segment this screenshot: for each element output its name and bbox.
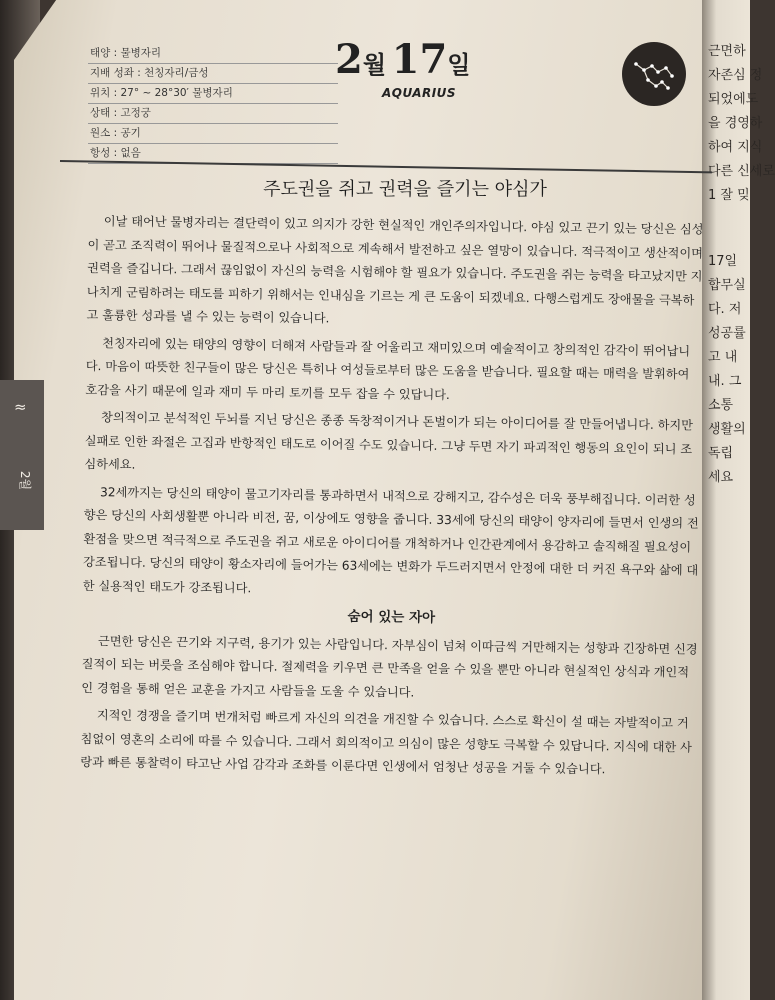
date-month-unit: 월 (362, 50, 387, 79)
page-date (335, 36, 470, 83)
section-subtitle: 숨어 있는 자아 (347, 608, 436, 626)
facing-text: 고 내 (708, 350, 738, 365)
aquarius-symbol-icon: ≈ (14, 398, 27, 416)
info-ruler: 지배 성좌 : 천칭자리/금성 (88, 64, 338, 84)
facing-text: 다. 저 (708, 302, 742, 317)
facing-text: 되었에도 (708, 92, 759, 107)
thumb-month-label: 2월 (18, 470, 33, 491)
info-position: 위치 : 27° ~ 28°30′ 물병자리 (88, 84, 338, 104)
facing-text: 1 잘 밎 (708, 188, 750, 203)
title-text: 주도권을 쥐고 권력을 즐기는 야심가 (263, 179, 547, 200)
facing-text: 합무실 (708, 278, 746, 293)
constellation-emblem-icon (622, 42, 686, 106)
info-mode: 상태 : 고정궁 (88, 104, 338, 124)
date-day: 17 (391, 36, 448, 83)
info-star: 항성 : 없음 (88, 144, 338, 164)
zodiac-name: AQUARIUS (382, 86, 457, 100)
facing-text: 근면하 (708, 44, 746, 59)
facing-text: 을 경영하 (708, 116, 763, 131)
date-month: 2 (335, 36, 363, 83)
page-title (0, 175, 750, 201)
astro-info-table (88, 44, 338, 164)
facing-text: 17일 (708, 254, 738, 269)
facing-text: 자존심 정 (708, 68, 763, 83)
paragraph: 이날 태어난 물병자리는 결단력이 있고 의지가 강한 현실적인 개인주의자입니다. 야심 있고 끈기 있는 당신은 심성이 곧고 조직력이 뛰어나 물질적으로나 사회적으로 계속해서 발전하고 싶은 열망이 있습니다. 적극적이고 생산적이며 권력을 즐깁니다. 그래서 끊임없이 자신의 능력을 시험해야 할 필요가 있습니다. 주도권을 쥐는 능력을 타고났지만 지나치게 군림하려는 태도를 피하기 위해서는 인내심을 기르는 게 큰 도움이 되겠네요. 다행스럽게도 장애물을 극복하고 훌륭한 성과를 낼 수 있는 능력이 있습니다. (86, 214, 704, 326)
constellation-lines-icon (622, 42, 686, 106)
month-thumb-tab (0, 380, 44, 530)
facing-text: 독립 (708, 446, 734, 461)
facing-text: 생활의 (708, 422, 746, 437)
info-sun: 태양 : 물병자리 (88, 44, 338, 64)
body-text (80, 210, 706, 787)
facing-text: 하여 지식 (708, 140, 763, 155)
facing-text: 소통 (708, 398, 734, 413)
facing-text: 세요 (708, 470, 734, 485)
facing-text: 성공률 (708, 326, 746, 341)
info-element: 원소 : 공기 (88, 124, 338, 144)
paragraph: 천칭자리에 있는 태양의 영향이 더해져 사람들과 잘 어울리고 재미있으며 예술적이고 창의적인 감각이 뛰어납니다. 마음이 따뜻한 친구들이 많은 당신은 특히나 여성들로부터 많은 도움을 받습니다. 필요할 때는 매력을 발휘하여 호감을 사기 때문에 일과 재미 두 마리 토끼를 모두 잡을 수 있답니다. (85, 335, 691, 402)
paragraph: 근면한 당신은 끈기와 지구력, 용기가 있는 사람입니다. 자부심이 넘쳐 이따금씩 거만해지는 성향과 긴장하면 신경질적이 되는 버릇을 조심해야 합니다. 절제력을 키우면 큰 만족을 얻을 수 있을 뿐만 아니라 현실적인 상식과 개인적인 경험을 통해 얻은 교훈을 가지고 사람들을 도울 수 있습니다. (81, 633, 698, 700)
paragraph: 창의적이고 분석적인 두뇌를 지닌 당신은 종종 독창적이거나 돈벌이가 되는 아이디어를 잘 만들어냅니다. 하지만 실패로 인한 좌절은 고집과 반항적인 태도로 이어질 수도 있습니다. 그냥 두면 자기 파괴적인 행동의 요인이 되니 조심하세요. (84, 410, 694, 472)
facing-text: 내. 그 (708, 374, 742, 389)
date-day-unit: 일 (447, 50, 471, 79)
facing-text: 다른 신세로 (708, 164, 775, 179)
paragraph: 지적인 경쟁을 즐기며 번개처럼 빠르게 자신의 의견을 개진할 수 있습니다. 스스로 확신이 설 때는 자발적이고 거침없이 영혼의 소리에 따를 수 있습니다. 그래서 회의적이고 의심이 많은 성향도 극복할 수 있답니다. 지식에 대한 사랑과 빠른 통찰력이 타고난 사업 감각과 조화를 이룬다면 인생에서 엄청난 성공을 거둘 수 있습니다. (80, 708, 692, 777)
paragraph: 32세까지는 당신의 태양이 물고기자리를 통과하면서 내적으로 강해지고, 감수성은 더욱 풍부해집니다. 이러한 성향은 당신의 사회생활뿐 아니라 비전, 꿈, 이상에도 영향을 줍니다. 33세에 당신의 태양이 양자리에 들면서 인생의 전환점을 맞으면 적극적으로 주도권을 쥐고 새로운 아이디어를 개척하거나 인간관계에서 용감하고 솔직해질 필요성이 강조됩니다. 당신의 태양이 황소자리에 들어가는 63세에는 변화가 두드러지면서 안정에 대한 더 커진 욕구와 삶에 대한 실용적인 태도가 강조됩니다. (82, 484, 699, 595)
facing-page (702, 0, 775, 1000)
